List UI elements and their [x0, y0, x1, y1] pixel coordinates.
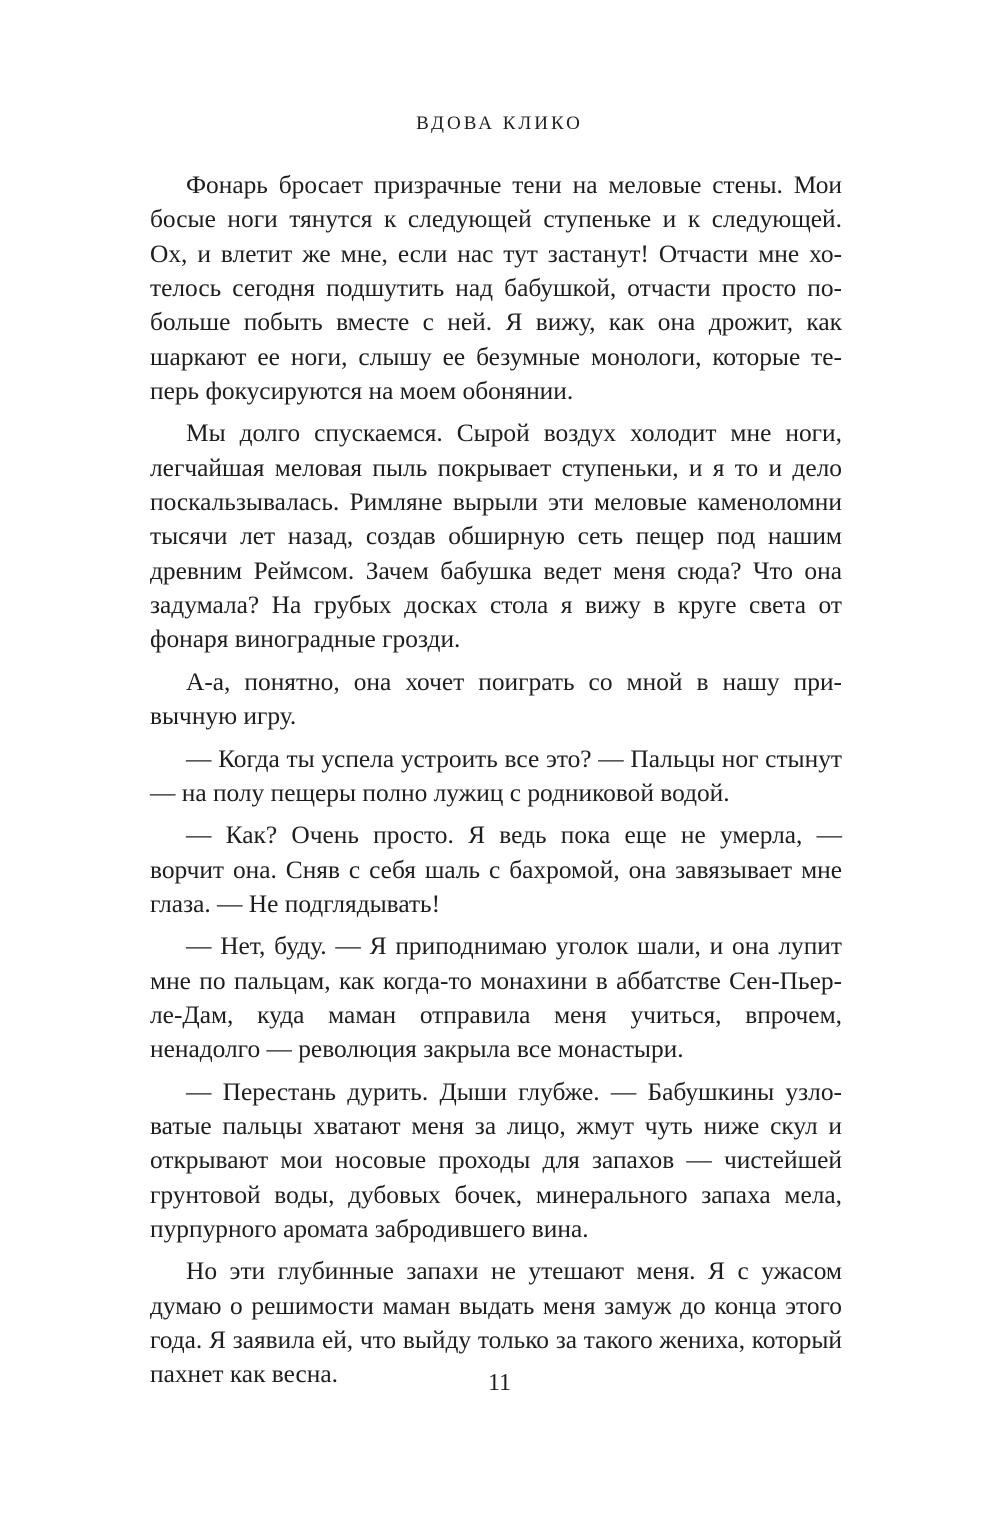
page-number: 11 [487, 1370, 512, 1396]
body-text [150, 168, 842, 1392]
paragraph-2: Мы долго спускаемся. Сырой воздух холодит мне ноги, легчайшая меловая пыль покрывает ступеньки, и я то и дело поскальзывалась. Римляне вырыли эти меловые каменоломни тысячи лет назад, создав обширную сеть пещер под нашим древним Реймсом. Зачем бабушка ведет меня сюда? Что она задумала? На грубых досках стола я вижу в круге света от фонаря виноградные грозди. [150, 419, 842, 654]
paragraph-6: — Нет, буду. — Я приподнимаю уголок шали, и она лупит мне по пальцам, как когда-то монахини в аббатстве Сен-Пьер-ле-Дам, куда маман отправила меня учиться, впрочем, ненадолго — революция закрыла все монастыри. [150, 932, 842, 1064]
paragraph-8: Но эти глубинные запахи не утешают меня. Я с ужасом думаю о решимости маман выдать меня замуж до конца этого года. Я заявила ей, что выйду только за такого жениха, который пахнет как весна. [150, 1257, 842, 1389]
running-head: ВДОВА КЛИКО [416, 113, 583, 134]
paragraph-3: А-а, понятно, она хочет поиграть со мной в нашу привычную игру. [150, 667, 842, 731]
paragraph-1: Фонарь бросает призрачные тени на меловые стены. Мои босые ноги тянутся к следующей ступеньке и к следующей. Ох, и влетит же мне, если нас тут застанут! Отчасти мне хотелось сегодня подшутить над бабушкой, отчасти просто побольше побыть вместе с ней. Я вижу, как она дрожит, как шаркают ее ноги, слышу ее безумные монологи, которые теперь фокусируются на моем обонянии. [150, 171, 842, 406]
paragraph-7: — Перестань дурить. Дыши глубже. — Бабушкины узловатые пальцы хватают меня за лицо, жмут чуть ниже скул и открывают мои носовые проходы для запахов — чистейшей грунтовой воды, дубовых бочек, минерального запаха мела, пурпурного аромата забродившего вина. [150, 1077, 842, 1243]
paragraph-5: — Как? Очень просто. Я ведь пока еще не умерла, — ворчит она. Сняв с себя шаль с бахромой, она завязывает мне глаза. — Не подглядывать! [150, 821, 842, 918]
paragraph-4: — Когда ты успела устроить все это? — Пальцы ног стынут — на полу пещеры полно лужиц с родниковой водой. [150, 744, 842, 807]
